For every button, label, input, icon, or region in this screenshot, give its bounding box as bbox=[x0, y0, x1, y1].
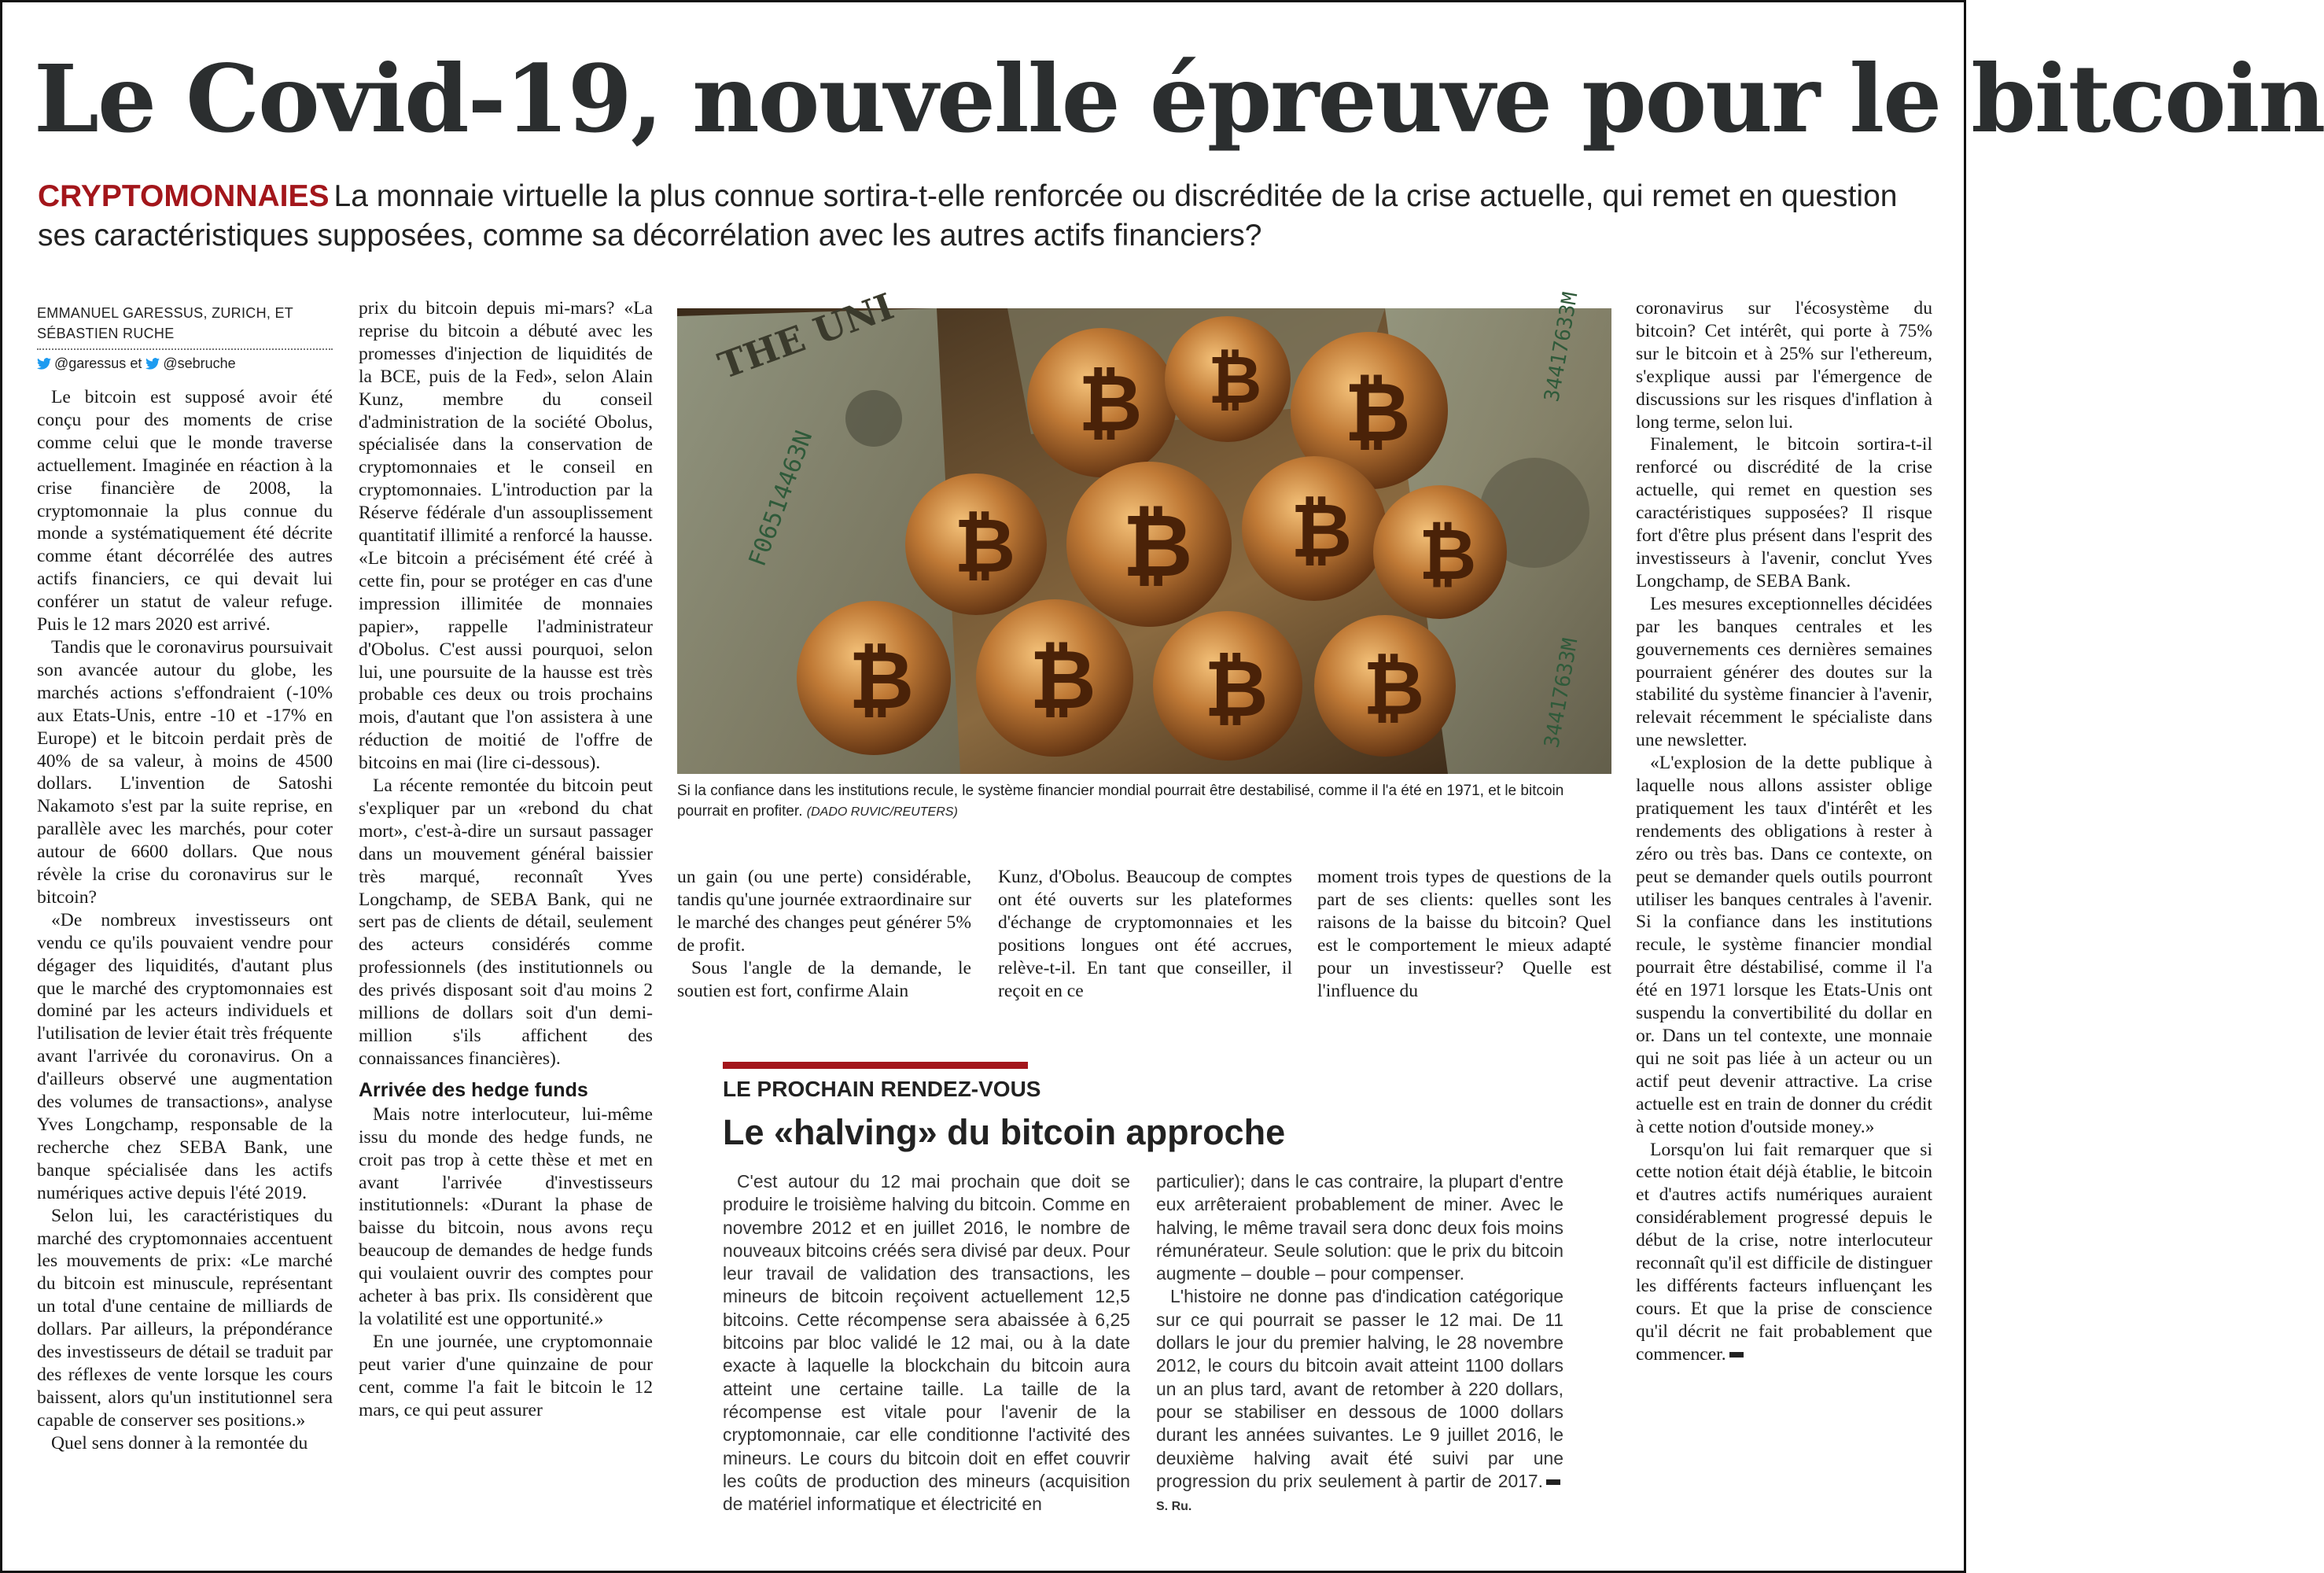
caption-text: Si la confiance dans les institutions recule, le système financier mondial pourrait être destabilisé, comme il l'a été en 1971, et le bitcoin pourrait en profiter. bbox=[677, 783, 1564, 820]
paragraph: Le bitcoin est supposé avoir été conçu pour des moments de crise comme celui que le monde traverse actuellement. Imaginée en réaction à la crise financière de 2008, la cryptomonnaie la plus connue du monde a systématiquement été décrite comme étant décorrélée des autres actifs financiers, ce qui devait lui conférer un statut de valeur refuge. Puis le 12 mars 2020 est arrivé. bbox=[37, 387, 333, 635]
svg-text:₿: ₿ bbox=[1122, 495, 1193, 596]
paragraph bbox=[1156, 1285, 1563, 1518]
svg-text:₿: ₿ bbox=[1419, 514, 1477, 596]
paragraph: particulier); dans le cas contraire, la plupart d'entre eux arrêteraient probablement de miner. Avec le halving, le même travail sera donc deux fois moins rémunérateur. Seule solution: que le prix du bitcoin augmente – double – pour compenser. bbox=[1156, 1171, 1563, 1284]
paragraph-text: Lorsqu'on lui fait remarquer que si cette notion était déjà établie, le bitcoin et d'autres actifs numériques auraient considérablement progressé depuis le début de la crise, notre interlocuteur reconnaît qu'il est difficile de distinguer les différents facteurs influençant les cours. Et que la prise de conscience qu'il décrit ne fait probablement que commencer. bbox=[1636, 1139, 1932, 1365]
svg-text:₿: ₿ bbox=[1291, 487, 1353, 575]
paragraph: «De nombreux investisseurs ont vendu ce qu'ils pouvaient vendre pour dégager des liquidités, d'autant plus que le marché des cryptomonnaies est dominé par les acteurs individuels et l'utilisation de levier était très fréquente avant l'arrivée du coronavirus. On a d'ailleurs observé une augmentation des volumes de transactions», analyse Yves Longchamp, responsable de la recherche chez SEBA Bank, une banque spécialisée dans les actifs numériques active depuis l'été 2019. bbox=[37, 909, 333, 1203]
bitcoin-photo bbox=[677, 285, 1611, 774]
svg-text:₿: ₿ bbox=[1029, 632, 1096, 728]
box-title: Le «halving» du bitcoin approche bbox=[723, 1112, 1286, 1152]
box-column-2 bbox=[1156, 1170, 1563, 1518]
svg-text:₿: ₿ bbox=[1208, 341, 1262, 418]
article-column-3 bbox=[1636, 297, 1932, 1366]
lead-paragraph bbox=[38, 177, 1925, 256]
paragraph-text: L'histoire ne donne pas d'indication catégorique sur ce qui pourrait se passer le 12 mai. De 11 dollars le jour du premier halving, le 28 novembre 2012, le cours du bitcoin avait atteint 1100 dollars un an plus tard, avant de retomber à 220 dollars, pour se stabiliser en dessous de 1000 dollars durant les années suivantes. Le 9 juillet 2016, le deuxième halving avait été suivi par une progression du prix seulement à partir de 2017. bbox=[1156, 1286, 1563, 1491]
paragraph: En une journée, une cryptomonnaie peut varier d'une quinzaine de pour cent, comme l'a fait le bitcoin le 12 mars, ce qui peut assurer bbox=[359, 1331, 653, 1420]
lead-text: La monnaie virtuelle la plus connue sortira-t-elle renforcée ou discréditée de la crise actuelle, qui remet en question ses caractéristiques supposées, comme sa décorrélation avec les autres actifs financiers? bbox=[38, 179, 1898, 252]
paragraph: Les mesures exceptionnelles décidées par les banques centrales et les gouvernements ces dernières semaines pourraient générer des doutes sur la stabilité du système financier à l'avenir, relevait récemment le spécialiste dans une newsletter. bbox=[1636, 593, 1932, 751]
paragraph: Quel sens donner à la remontée du bbox=[51, 1432, 308, 1453]
svg-text:₿: ₿ bbox=[954, 502, 1016, 590]
photo-caption bbox=[677, 781, 1613, 823]
svg-text:₿: ₿ bbox=[1204, 643, 1269, 735]
author-names: EMMANUEL GARESSUS, ZURICH, ET SÉBASTIEN RUCHE bbox=[37, 305, 293, 341]
bitcoin-coins-image bbox=[677, 285, 1611, 774]
article-column-row-1 bbox=[677, 866, 971, 1002]
paragraph: coronavirus sur l'écosystème du bitcoin? Cet intérêt, qui porte à 75% sur le bitcoin et à 25% sur l'ethereum, s'explique aussi par l'émergence de discussions sur les risques d'inflation à long terme, selon lui. bbox=[1636, 298, 1932, 433]
svg-text:THE UNI: THE UNI bbox=[713, 285, 900, 388]
svg-text:34417633M: 34417633M bbox=[1540, 290, 1583, 404]
end-mark bbox=[1546, 1479, 1560, 1485]
svg-text:34417633M: 34417633M bbox=[1540, 636, 1583, 750]
paragraph: Mais notre interlocuteur, lui-même issu du monde des hedge funds, ne croit pas trop à cette thèse et met en avant l'arrivée d'investisseurs institutionnels: «Durant la phase de baisse du bitcoin, nous avons reçu beaucoup de demandes de hedge funds qui voulaient ouvrir des comptes pour acheter à bas prix. Ils considèrent que la volatilité est une opportunité.» bbox=[359, 1103, 653, 1329]
article-column-1 bbox=[37, 386, 333, 1455]
svg-text:F06514463N: F06514463N bbox=[743, 427, 819, 570]
article-column-row-2 bbox=[998, 866, 1292, 1002]
paragraph: C'est autour du 12 mai prochain que doit se produire le troisième halving du bitcoin. Comme en novembre 2012 et en juillet 2016, le nombre de nouveaux bitcoins créés sera divisé par deux. Pour leur travail de validation des transactions, les mineurs de bitcoin reçoivent actuellement 12,5 bitcoins. Cette récompense sera abaissée à 6,25 bitcoins par bloc validé le 12 mai, ou à la date exacte à laquelle la blockchain du bitcoin aura atteint une certaine taille. La taille de la récompense est vitale pour l'avenir de la cryptomonnaie, car elle conditionne l'activité des mineurs. Le cours du bitcoin doit en effet couvrir les coûts de production des mineurs (acquisition de matériel informatique et électricité en bbox=[723, 1171, 1130, 1515]
paragraph: Sous l'angle de la demande, le soutien est fort, confirme Alain bbox=[677, 957, 971, 1001]
paragraph: Finalement, le bitcoin sortira-t-il renforcé ou discrédité de la crise actuelle, qui remet en question ses caractéristiques supposées? Il risque fort d'être plus présent dans l'esprit des investisseurs à l'avenir, conclut Yves Longchamp, de SEBA Bank. bbox=[1636, 434, 1932, 591]
end-mark bbox=[1729, 1352, 1744, 1357]
paragraph: un gain (ou une perte) considérable, tandis qu'une journée extraordinaire sur le marché des changes peut générer 5% de profit. bbox=[677, 867, 971, 956]
box-signature: S. Ru. bbox=[1156, 1500, 1192, 1514]
box-accent-rule bbox=[723, 1062, 1028, 1069]
box-column-1 bbox=[723, 1170, 1130, 1516]
svg-text:₿: ₿ bbox=[849, 634, 915, 728]
photo-credit: (DADO RUVIC/REUTERS) bbox=[806, 805, 958, 819]
headline: Le Covid-19, nouvelle épreuve pour le bitcoin bbox=[34, 44, 2324, 153]
byline bbox=[37, 303, 333, 374]
svg-text:₿: ₿ bbox=[1078, 357, 1143, 449]
paragraph: moment trois types de questions de la part de ses clients: quelles sont les raisons de la baisse du bitcoin? Quel est le comportement le mieux adapté pour un investisseur? Quelle est l'influence du bbox=[1317, 867, 1611, 1001]
paragraph: La récente remontée du bitcoin peut s'expliquer par un «rebond du chat mort», c'est-à-dire un sursaut passager dans un mouvement général baissier très marqué, reconnaît Yves Longchamp, de SEBA Bank, qui ne sert pas de clients de détail, seulement des acteurs considérés comme professionnels (des institutionnels ou des privés disposant soit d'au moins 2 millions de dollars soit d'un demi-million s'ils affichent des connaissances financières). bbox=[359, 775, 653, 1069]
svg-text:₿: ₿ bbox=[1363, 644, 1425, 732]
box-kicker: LE PROCHAIN RENDEZ-VOUS bbox=[723, 1077, 1041, 1101]
handle-joiner: et bbox=[130, 355, 142, 371]
twitter-icon bbox=[145, 358, 160, 370]
twitter-handles bbox=[37, 353, 333, 374]
byline-divider bbox=[37, 348, 333, 350]
section-kicker: CRYPTOMONNAIES bbox=[38, 179, 330, 213]
subheading: Arrivée des hedge funds bbox=[359, 1078, 588, 1101]
twitter-handle-1[interactable]: @garessus bbox=[54, 355, 127, 371]
article-column-row-3 bbox=[1317, 866, 1611, 1002]
paragraph bbox=[1636, 1139, 1932, 1366]
twitter-icon bbox=[37, 358, 51, 370]
paragraph: prix du bitcoin depuis mi-mars? «La reprise du bitcoin a débuté avec les promesses d'injection de liquidités de la BCE, puis de la Fed», selon Alain Kunz, membre du conseil d'administration de la société Obolus, spécialisée dans la conservation de cryptomonnaies et le conseil en cryptomonnaies. L'introduction par la Réserve fédérale d'un assouplissement quantitatif illimité a renforcé la hausse. «Le bitcoin a précisément été créé à cette fin, pour se protéger en cas d'une impression illimitée de monnaies papier», rappelle l'administrateur d'Obolus. C'est aussi pourquoi, selon lui, une poursuite de la hausse est très probable ces deux ou trois prochains mois, d'autant que l'on assistera à une réduction de moitié de l'offre de bitcoins en mai (lire ci-dessous). bbox=[359, 298, 653, 774]
article-column-2 bbox=[359, 297, 653, 1422]
svg-text:₿: ₿ bbox=[1344, 364, 1411, 460]
twitter-handle-2[interactable]: @sebruche bbox=[163, 355, 236, 371]
paragraph: Tandis que le coronavirus poursuivait son avancée autour du globe, les marchés actions s'effondraient (-10% aux Etats-Unis, entre -10 et -17% en Europe) et le bitcoin perdait près de 40% de sa valeur, à moins de 4500 dollars. L'invention de Satoshi Nakamoto s'est par la suite reprise, en parallèle avec les marchés, pour coter autour de 6600 dollars. Que nous révèle la crise du coronavirus sur le bitcoin? bbox=[37, 636, 333, 908]
paragraph: Selon lui, les caractéristiques du marché des cryptomonnaies accentuent les mouvements de prix: «Le marché du bitcoin est minuscule, représentant un total d'une centaine de milliards de dollars. Par ailleurs, la prépondérance des investisseurs de détail se traduit par des réflexes de vente lorsque les cours baissent, alors qu'un institutionnel sera capable de conserver ses positions.» bbox=[37, 1205, 333, 1431]
paragraph: Kunz, d'Obolus. Beaucoup de comptes ont été ouverts sur les plateformes d'échange de cryptomonnaies et les positions longues ont été accrues, relève-t-il. En tant que conseiller, il reçoit en ce bbox=[998, 867, 1292, 1001]
paragraph: «L'explosion de la dette publique à laquelle nous allons assister oblige pratiquement les taux d'intérêt et les rendements des obligations à rester à zéro ou très bas. Dans ce contexte, on peut se demander quels outils pourront utiliser les banques centrales à l'avenir. Si la confiance dans les institutions recule, le système financier mondial pourrait être déstabilisé, comme il l'a été en 1971 lorsque les Etats-Unis ont suspendu la convertibilité du dollar en or. Dans un tel contexte, une monnaie qui ne soit pas liée à un acteur ou un actif peut devenir attractive. La crise actuelle est en train de donner du crédit à cette notion d'outside money.» bbox=[1636, 753, 1932, 1137]
